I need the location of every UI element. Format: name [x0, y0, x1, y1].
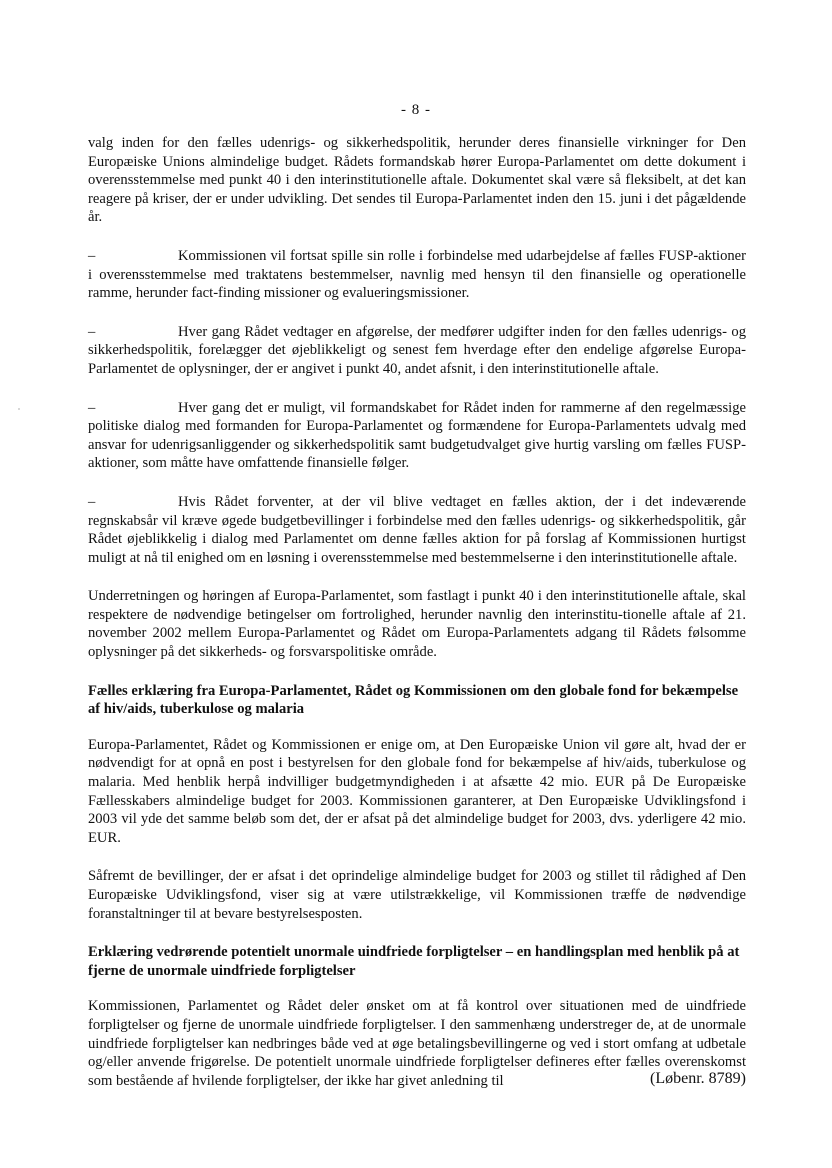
section-heading: Fælles erklæring fra Europa-Parlamentet, Rådet og Kommissionen om den globale fond for bekæmpelse af hiv/aids, tuberkulose og malaria	[88, 682, 739, 718]
scan-mark	[18, 408, 20, 410]
dash-marker: –	[88, 399, 96, 416]
paragraph: Underretningen og høringen af Europa-Parlamentet, som fastlagt i punkt 40 i den interinstitutionelle aftale, skal respektere de nødvendige betingelser om fortrolighed, herunder navnlig den interinstitu-tionelle aftale af 21. november 2002 mellem Europa-Parlamentet og Rådet om Europa-Parlamentets adgang til Rådets følsomme oplysninger på det sikkerheds- og forsvarspolitiske område.	[88, 588, 746, 661]
paragraph: Såfremt de bevillinger, der er afsat i det oprindelige almindelige budget for 2003 og stillet til rådighed af Den Europæiske Udviklingsfond, viser sig at være utilstrækkelige, vil Kommissionen træffe de nødvendige foranstaltninger til at bevare bestyrelsesposten.	[88, 868, 746, 922]
paragraph: Europa-Parlamentet, Rådet og Kommissionen er enige om, at Den Europæiske Union vil gøre alt, hvad der er nødvendigt for at opnå en post i bestyrelsen for den globale fond for bekæmpelse af hiv/aids, tuberkulose og malaria. Med henblik herpå indvilliger budgetmyndigheden i at afsætte 42 mio. EUR på De Europæiske Fællesskabers almindelige budget for 2003. Kommissionen garanterer, at Den Europæiske Udviklingsfond i 2003 vil yde det samme beløb som det, der er afsat på det almindelige budget for 2003, dvs. yderligere 42 mio. EUR.	[88, 736, 746, 846]
dash-paragraph	[88, 247, 746, 303]
paragraph: Kommissionen, Parlamentet og Rådet deler ønsket om at få kontrol over situationen med de uindfriede forpligtelser og fjerne de unormale uindfriede forpligtelser. I den sammenhæng understreger de, at de unormale uindfriede forpligtelser kan nedbringes både ved at øge betalingsbevillingerne og ved i stort omfang at udbetale og/eller anvende frigørelse. De potentielt unormale uindfriede forpligtelser defineres efter fælles overenskomst som bestående af hvilende forpligtelser, der ikke har givet anledning til	[88, 998, 746, 1089]
dash-paragraph	[88, 399, 746, 473]
document-body	[88, 134, 746, 1110]
dash-paragraph	[88, 323, 746, 379]
dash-paragraph-text: Kommissionen vil fortsat spille sin rolle i forbindelse med udarbejdelse af fælles FUSP-aktioner i overensstemmelse med traktatens bestemmelser, navnlig med hensyn til den finansielle og operationelle ramme, herunder fact-finding missioner og evalueringsmissioner.	[88, 247, 746, 302]
section-heading: Erklæring vedrørende potentielt unormale uindfriede forpligtelser – en handlingsplan med henblik på at fjerne de unormale uindfriede forpligtelser	[88, 944, 740, 979]
dash-marker: –	[88, 493, 96, 510]
dash-marker: –	[88, 323, 96, 340]
dash-paragraph-text: Hver gang Rådet vedtager en afgørelse, der medfører udgifter inden for den fælles udenrigs- og sikkerhedspolitik, forelægger det øjeblikkeligt og senest fem hverdage efter den endelige afgørelse Europa-Parlamentet de oplysninger, der er angivet i punkt 40, andet afsnit, i den interinstitutionelle aftale.	[88, 323, 746, 377]
dash-paragraph-text: Hver gang det er muligt, vil formandskabet for Rådet inden for rammerne af den regelmæssige politiske dialog med formanden for Europa-Parlamentet og formændene for Europa-Parlamentets udvalg med ansvar for udenrigsanliggender og sikkerhedspolitik samt budgetudvalget give hurtig varsling om fælles FUSP-aktioner, som måtte have omfattende finansielle følger.	[88, 399, 746, 472]
dash-marker: –	[88, 247, 96, 264]
dash-paragraph	[88, 493, 746, 567]
footer-reference-number: (Løbenr. 8789)	[650, 1070, 746, 1087]
paragraph: valg inden for den fælles udenrigs- og sikkerhedspolitik, herunder deres finansielle virkninger for Den Europæiske Unions almindelige budget. Rådets formandskab hører Europa-Parlamentet om dette dokument i overensstemmelse med punkt 40 i den interinstitutionelle aftale. Dokumentet skal være så fleksibelt, at det kan reagere på kriser, der er under udvikling. Det sendes til Europa-Parlamentet inden den 15. juni i det pågældende år.	[88, 135, 746, 226]
dash-paragraph-text: Hvis Rådet forventer, at der vil blive vedtaget en fælles aktion, der i det indeværende regnskabsår vil kræve øgede budgetbevillinger i forbindelse med den fælles udenrigs- og sikkerhedspolitik, går Rådet øjeblikkelig i dialog med Parlamentet om denne fælles aktion for på forslag af Kommissionen hurtigst muligt at nå til enighed om en løsning i overensstemmelse med bestemmelserne i den interinstitutionelle aftale.	[88, 493, 746, 566]
page-number: - 8 -	[401, 102, 431, 118]
